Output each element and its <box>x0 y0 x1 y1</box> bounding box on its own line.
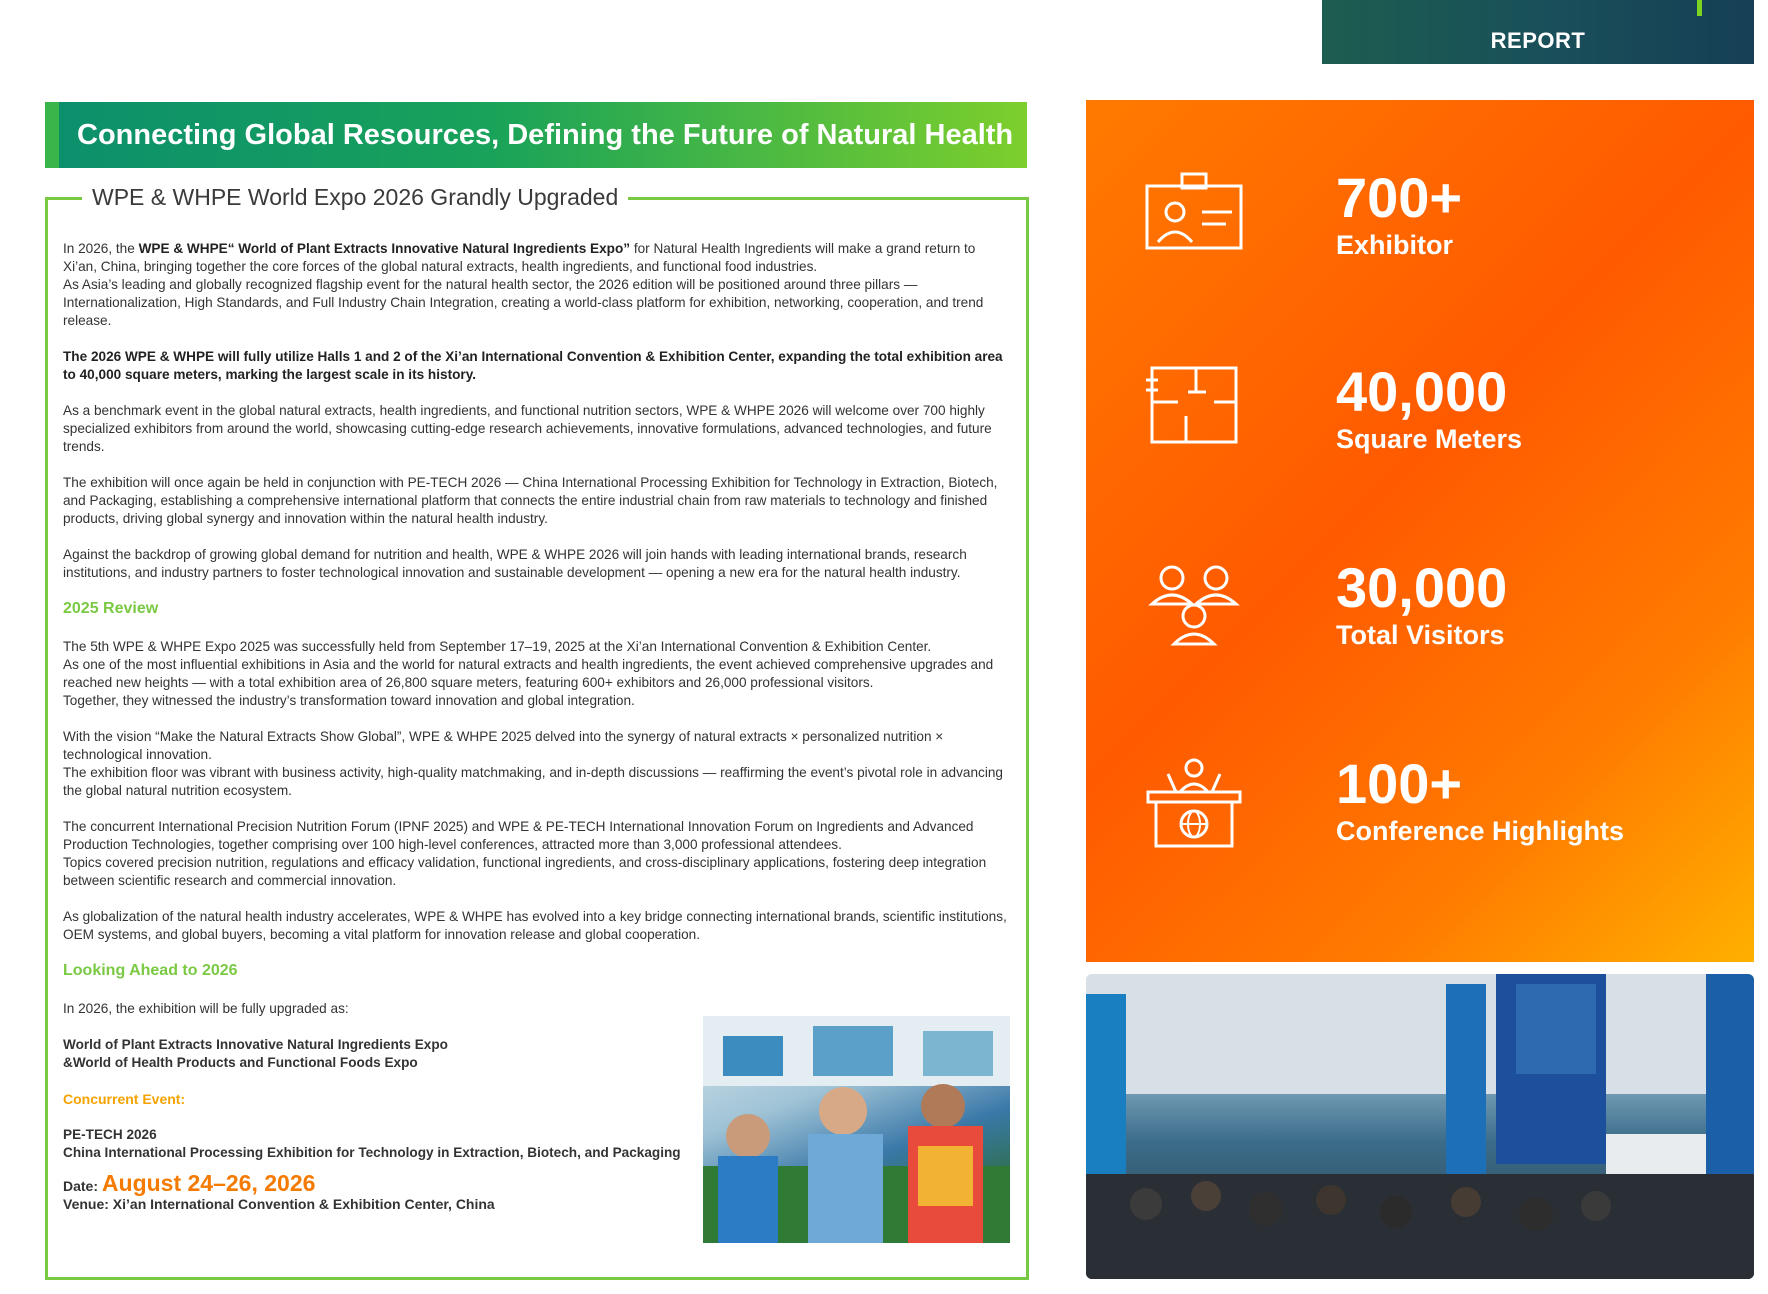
stats-panel <box>1086 100 1754 962</box>
report-accent-bar <box>1697 0 1702 16</box>
review-heading: 2025 Review <box>63 600 159 617</box>
headline-text: Connecting Global Resources, Defining the Future of Natural Health <box>77 119 1014 151</box>
review-paragraph-4: With the vision “Make the Natural Extracts Show Global”, WPE & WHPE 2025 delved into the synergy of natural extracts × personalized nutrition × technological innovation. <box>63 729 944 762</box>
stat-label: Square Meters <box>1336 424 1523 454</box>
stat-label: Total Visitors <box>1336 620 1505 650</box>
review-paragraph-2: As one of the most influential exhibitions in Asia and the world for natural extracts and health ingredients, the event achieved comprehensive upgrades and reached new heights — with a total exhibition area of 26,800 square meters, featuring 600+ exhibitors and 26,000 professional visitors. <box>63 657 994 690</box>
intro-paragraph-5: The exhibition will once again be held in conjunction with PE-TECH 2026 — China International Processing Exhibition for Technology in Extraction, Biotech, and Packaging, establishing a comprehensive international platform that connects the entire industrial chain from raw materials to technology and finished products, driving global synergy and innovation within the natural health industry. <box>63 475 998 526</box>
stat-label: Exhibitor <box>1336 230 1454 260</box>
review-paragraph-8: As globalization of the natural health industry accelerates, WPE & WHPE has evolved into a key bridge connecting international brands, scientific institutions, OEM systems, and global buyers, becoming a vital platform for innovation release and global cooperation. <box>63 909 1007 942</box>
floor-plan-icon <box>1144 362 1244 462</box>
intro-paragraph-2: As Asia’s leading and globally recognized flagship event for the natural health sector, the 2026 edition will be positioned around three pillars — Internationalization, High Standards, and Full Industry Chain Integration, creating a world-class platform for exhibition, networking, cooperation, and trend release. <box>63 277 984 328</box>
stat-conferences <box>1336 754 1624 848</box>
petech-line-2: China International Processing Exhibition for Technology in Extraction, Biotech, and Packaging <box>63 1145 681 1160</box>
stat-number: 700+ <box>1336 166 1463 229</box>
stat-number: 100+ <box>1336 752 1463 815</box>
stat-visitors <box>1336 558 1507 652</box>
petech-line-1: PE-TECH 2026 <box>63 1127 157 1142</box>
headline-banner <box>45 102 1027 168</box>
crowd-exhibition-photo <box>1086 974 1754 1279</box>
review-paragraph-5: The exhibition floor was vibrant with business activity, high-quality matchmaking, and in-depth discussions — reaffirming the event’s pivotal role in advancing the global natural nutrition ecosystem. <box>63 765 1003 798</box>
visitors-icon <box>1144 558 1244 658</box>
intro-p1-post: for Natural Health Ingredients will make a grand return to Xi’an, China, bringing together the core forces of the global natural extracts, health ingredients, and functional food industries. <box>63 241 976 274</box>
review-paragraph-6: The concurrent International Precision Nutrition Forum (IPNF 2025) and WPE & PE-TECH International Innovation Forum on Ingredients and Advanced Production Technologies, together comprising over 100 high-level conferences, attracted more than 3,000 professional attendees. <box>63 819 974 852</box>
ahead-heading: Looking Ahead to 2026 <box>63 962 238 979</box>
exhibition-booth-photo <box>703 1016 1010 1243</box>
expo-name-line-2: &World of Health Products and Functional Foods Expo <box>63 1055 418 1070</box>
intro-paragraph-4: As a benchmark event in the global natural extracts, health ingredients, and functional nutrition sectors, WPE & WHPE 2026 will welcome over 700 highly specialized exhibitors from around the world, showcasing cutting-edge research achievements, innovative formulations, advanced technologies, and future trends. <box>63 403 992 454</box>
stat-label: Conference Highlights <box>1336 816 1625 846</box>
podium-globe-icon <box>1144 756 1244 856</box>
intro-p1-bold: WPE & WHPE“ World of Plant Extracts Innovative Natural Ingredients Expo” <box>138 241 631 256</box>
stat-exhibitors <box>1336 168 1462 262</box>
date-label: Date: <box>63 1178 102 1194</box>
expo-name-line-1: World of Plant Extracts Innovative Natural Ingredients Expo <box>63 1037 448 1052</box>
review-paragraph-1: The 5th WPE & WHPE Expo 2025 was successfully held from September 17–19, 2025 at the Xi’an International Convention & Exhibition Center. <box>63 639 932 654</box>
booth-photo-illustration <box>703 1016 1010 1243</box>
intro-paragraph-3 <box>63 348 1013 384</box>
date-value: August 24–26, 2026 <box>101 1170 316 1196</box>
review-paragraph-3: Together, they witnessed the industry’s transformation toward innovation and global integration. <box>63 693 635 708</box>
review-paragraph-7: Topics covered precision nutrition, regulations and efficacy validation, functional ingredients, and cross-disciplinary applications, fostering deep integration between scientific research and commercial innovation. <box>63 855 987 888</box>
venue-line: Venue: Xi’an International Convention & Exhibition Center, China <box>63 1196 495 1212</box>
concurrent-event-label: Concurrent Event: <box>63 1091 186 1107</box>
crowd-photo-illustration <box>1086 974 1754 1279</box>
intro-p1-pre: In 2026, the <box>63 241 139 256</box>
stat-number: 30,000 <box>1336 556 1508 619</box>
report-tab <box>1322 0 1754 64</box>
panel-title: WPE & WHPE World Expo 2026 Grandly Upgraded <box>82 184 628 211</box>
intro-p3-bold: The 2026 WPE & WHPE will fully utilize Halls 1 and 2 of the Xi’an International Convention & Exhibition Center, expanding the total exhibition area to 40,000 square meters, marking the largest scale in its history. <box>63 349 1003 382</box>
id-badge-icon <box>1144 168 1244 268</box>
stat-number: 40,000 <box>1336 360 1508 423</box>
intro-paragraph-6: Against the backdrop of growing global demand for nutrition and health, WPE & WHPE 2026 will join hands with leading international brands, research institutions, and industry partners to foster technological innovation and sustainable development — opening a new era for the natural health industry. <box>63 547 967 580</box>
expo-info-panel <box>45 184 1029 1280</box>
intro-paragraph-1 <box>63 240 1013 276</box>
stat-area <box>1336 362 1522 456</box>
ahead-intro: In 2026, the exhibition will be fully upgraded as: <box>63 1001 349 1016</box>
report-label: REPORT <box>1490 28 1586 53</box>
